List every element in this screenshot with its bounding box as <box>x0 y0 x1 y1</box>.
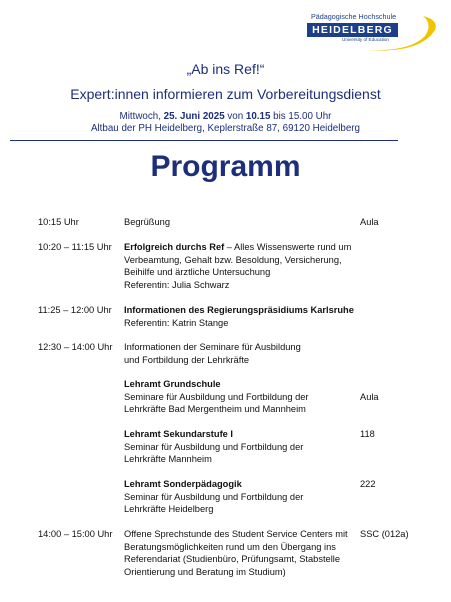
date-end: bis 15.00 Uhr <box>270 111 332 122</box>
schedule-description <box>124 428 354 466</box>
schedule-description <box>124 528 354 578</box>
schedule-line: Referendariat (Studienbüro, Prüfungsamt, Stabstelle <box>124 554 341 565</box>
time-start: 10.15 <box>245 111 271 122</box>
event-quote-title: „Ab ins Ref!“ <box>186 61 265 77</box>
schedule-line: Beihilfe und ärztliche Untersuchung <box>124 267 271 278</box>
schedule-time: 12:30 – 14:00 Uhr <box>38 342 113 352</box>
schedule-line: Orientierung und Beratung im Studium) <box>124 566 286 577</box>
schedule-description <box>124 478 354 516</box>
schedule-title: Lehramt Grundschule <box>124 379 221 389</box>
schedule-title: Lehramt Sekundarstufe I <box>124 429 234 439</box>
event-date-line <box>0 111 451 122</box>
logo-name-text: HEIDELBERG <box>312 24 393 36</box>
schedule-room: 118 <box>360 429 375 439</box>
schedule-line: und Fortbildung der Lehrkräfte <box>124 354 250 365</box>
schedule-line: Verbeamtung, Gehalt bzw. Besoldung, Versicherung, <box>124 254 342 265</box>
schedule-time: 10:20 – 11:15 Uhr <box>38 242 112 252</box>
event-subtitle: Expert:innen informieren zum Vorbereitungsdienst <box>70 86 381 102</box>
schedule-line: Informationen der Seminare für Ausbildung <box>124 342 301 352</box>
university-logo <box>305 10 440 56</box>
schedule-time: 10:15 Uhr <box>38 217 79 227</box>
schedule-room: 222 <box>360 479 376 489</box>
date-prefix: Mittwoch, <box>119 111 164 122</box>
date-mid: von <box>224 111 246 122</box>
schedule-description <box>124 241 354 291</box>
schedule-line: Lehrkräfte Heidelberg <box>124 504 214 515</box>
schedule-line: Seminare für Ausbildung und Fortbildung der <box>124 391 309 402</box>
schedule-title: Erfolgreich durchs Ref <box>124 242 225 252</box>
schedule-time: 11:25 – 12:00 Uhr <box>38 305 112 315</box>
schedule-line: Referentin: Katrin Stange <box>124 317 229 328</box>
schedule-description <box>124 378 354 416</box>
schedule-description <box>124 216 354 229</box>
schedule-line: Lehrkräfte Bad Mergentheim und Mannheim <box>124 404 306 415</box>
schedule-title-rest: – Alles Wissenswerte rund um <box>224 242 352 252</box>
schedule-line: Seminar für Ausbildung und Fortbildung der <box>124 491 304 502</box>
event-place: Altbau der PH Heidelberg, Keplerstraße 87, 69120 Heidelberg <box>90 123 361 134</box>
schedule-title: Informationen des Regierungspräsidiums Karlsruhe <box>124 305 354 315</box>
schedule-line: Referentin: Julia Schwarz <box>124 279 230 290</box>
schedule-time: 14:00 – 15:00 Uhr <box>38 529 113 539</box>
schedule-title: Begrüßung <box>124 217 170 227</box>
programm-heading: Programm <box>150 150 301 183</box>
schedule-description <box>124 304 364 329</box>
schedule-line: Seminar für Ausbildung und Fortbildung der <box>124 441 304 452</box>
header-divider <box>10 140 398 141</box>
schedule-room: SSC (012a) <box>360 529 409 539</box>
schedule-line: Beratungsmöglichkeiten rund um den Übergang ins <box>124 541 336 552</box>
date-bold: 25. Juni 2025 <box>163 111 225 122</box>
schedule-room: Aula <box>360 392 379 402</box>
logo-sub-text: University of Education <box>342 37 389 42</box>
schedule-description <box>124 341 354 366</box>
schedule-room: Aula <box>360 217 379 227</box>
schedule-line: Offene Sprechstunde des Student Service Centers mit <box>124 529 348 539</box>
logo-top-text: Pädagogische Hochschule <box>311 12 397 21</box>
schedule-title: Lehramt Sonderpädagogik <box>124 479 242 489</box>
schedule-line: Lehrkräfte Mannheim <box>124 454 212 465</box>
